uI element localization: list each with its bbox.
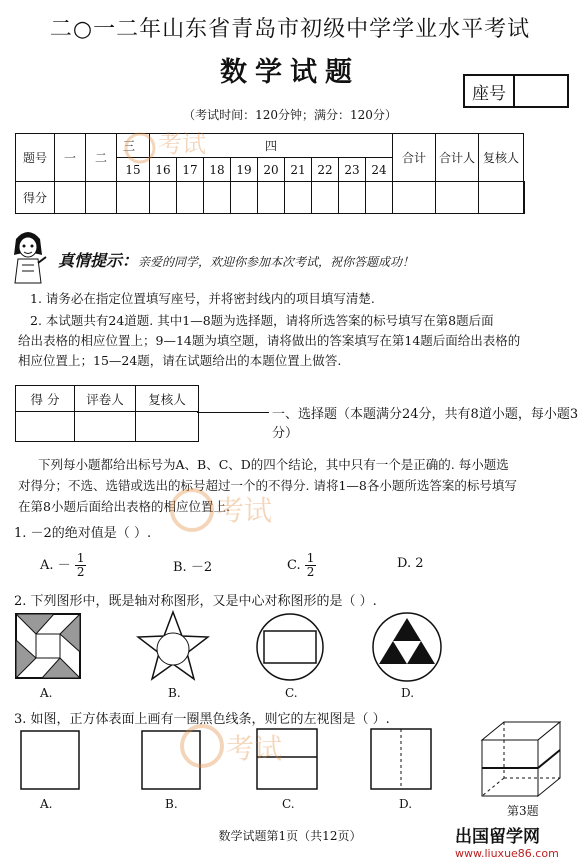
q2-label-d[interactable]: D. (401, 686, 415, 700)
fraction: $\frac{1}{2}$ (306, 551, 315, 579)
table-cell-number: 20 (258, 158, 285, 182)
circle-square-figure (254, 612, 326, 682)
instruction-2: 2. 本试题共有24道题. 其中1—8题为选择题，请将所选答案的标号填写在第8题后面 (30, 313, 494, 328)
tip-text: 亲爱的同学，欢迎你参加本次考试，祝你答题成功！ (138, 255, 415, 269)
subject-title: 数学试题 (220, 57, 360, 88)
score-cell[interactable] (393, 182, 436, 214)
exam-info: （考试时间：120分钟；满分：120分） (183, 108, 397, 122)
q2-label-b[interactable]: B. (168, 686, 181, 700)
grade-cell[interactable] (16, 412, 75, 442)
section1-intro: 在第8小题后面给出表格的相应位置上. (18, 499, 230, 514)
score-cell[interactable] (524, 182, 525, 214)
grade-cell[interactable] (136, 412, 199, 442)
svg-text:考试: 考试 (158, 130, 206, 158)
table-header-part3: 三 (117, 134, 150, 158)
q2-label-a[interactable]: A. (40, 686, 53, 700)
score-cell[interactable] (86, 182, 117, 214)
table-cell-number: 22 (312, 158, 339, 182)
score-cell[interactable] (479, 182, 524, 214)
grade-table (15, 385, 199, 442)
table-cell-number: 23 (339, 158, 366, 182)
watermark-url[interactable]: www.liuxue86.com (455, 847, 559, 860)
score-table (15, 133, 525, 214)
table-header-part2: 二 (86, 134, 117, 182)
exam-title: 二○一二年山东省青岛市初级中学学业水平考试 (49, 17, 531, 42)
exam-stamp-logo (162, 470, 332, 590)
table-cell-number: 24 (366, 158, 393, 182)
svg-text:考试: 考试 (226, 732, 283, 765)
table-cell-number: 15 (117, 158, 150, 182)
score-cell[interactable] (55, 182, 86, 214)
instruction-1: 1. 请务必在指定位置填写座号，并将密封线内的项目填写清楚. (30, 291, 375, 306)
question-1-stem: 1. －2的绝对值是（ ）. (14, 526, 152, 541)
option-label: A. (40, 558, 54, 573)
exam-stamp-logo (172, 700, 332, 820)
tip-label: 真情提示： (58, 251, 139, 270)
seat-number-field[interactable] (515, 76, 567, 106)
table-header-question: 题号 (16, 134, 55, 182)
score-cell[interactable] (258, 182, 285, 214)
triforce-circle-figure (370, 610, 444, 684)
grade-header-score: 得 分 (16, 386, 75, 412)
table-header-total: 合计 (393, 134, 436, 182)
score-cell[interactable] (285, 182, 312, 214)
q1-option-a[interactable] (40, 552, 86, 579)
cartoon-girl-icon (8, 225, 48, 285)
instruction-2-cont: 给出表格的相应位置上；9—14题为填空题，请将做出的答案填写在第14题后面给出表格的 (18, 333, 521, 348)
section1-title: 一、选择题（本题满分24分，共有8道小题，每小题3分） (272, 407, 579, 441)
q3-label-a[interactable]: A. (40, 797, 53, 811)
q3-figure-caption: 第3题 (507, 804, 539, 818)
pinwheel-square-figure (14, 612, 82, 680)
score-cell[interactable] (312, 182, 339, 214)
grade-header-reviewer: 复核人 (136, 386, 199, 412)
q1-option-b[interactable]: B. －2 (173, 560, 213, 575)
q3-label-b[interactable]: B. (165, 797, 178, 811)
table-header-reviewer: 复核人 (479, 134, 524, 182)
cube-figure (478, 718, 564, 802)
divider (197, 412, 269, 413)
page-footer: 数学试题第1页（共12页） (218, 829, 362, 843)
q3-label-c[interactable]: C. (282, 797, 295, 811)
option-label: C. (287, 558, 301, 573)
watermark-brand: 出国留学网 (455, 827, 540, 847)
option-a-square-figure (20, 730, 80, 790)
table-cell-number: 19 (231, 158, 258, 182)
table-row-label-score: 得分 (16, 182, 55, 214)
tip-line (58, 248, 414, 271)
question-2-stem: 2. 下列图形中，既是轴对称图形，又是中心对称图形的是（ ）. (14, 594, 377, 609)
exam-stamp-logo (118, 112, 238, 192)
star-circle-figure (136, 610, 210, 682)
option-sign: － (57, 558, 71, 573)
score-cell[interactable] (339, 182, 366, 214)
grade-header-grader: 评卷人 (75, 386, 136, 412)
section1-intro: 下列每小题都给出标号为A、B、C、D的四个结论，其中只有一个是正确的. 每小题选 (38, 457, 509, 472)
seat-label: 座号 (465, 76, 515, 106)
score-cell[interactable] (366, 182, 393, 214)
table-cell-number: 17 (177, 158, 204, 182)
fraction: $\frac{1}{2}$ (76, 551, 85, 579)
seat-number-box (463, 74, 569, 108)
q2-label-c[interactable]: C. (285, 686, 298, 700)
q3-label-d[interactable]: D. (399, 797, 413, 811)
svg-text:考试: 考试 (216, 494, 273, 527)
site-watermark (455, 822, 575, 858)
question-3-stem: 3. 如图，正方体表面上画有一圈黑色线条，则它的左视图是（ ）. (14, 712, 390, 727)
q1-option-d[interactable]: D. 2 (397, 556, 424, 571)
instruction-2-cont: 相应位置上；15—24题，请在试题给出的本题位置上做答. (18, 353, 342, 368)
table-cell-number: 21 (285, 158, 312, 182)
table-cell-number: 18 (204, 158, 231, 182)
section1-intro: 对得分；不选、选错或选出的标号超过一个的不得分. 请将1—8各小题所选答案的标号填写 (18, 478, 517, 493)
score-cell[interactable] (436, 182, 479, 214)
table-header-part4: 四 (150, 134, 393, 158)
table-cell-number: 16 (150, 158, 177, 182)
option-d-square-figure (370, 728, 432, 790)
grade-cell[interactable] (75, 412, 136, 442)
table-header-summer: 合计人 (436, 134, 479, 182)
table-header-part1: 一 (55, 134, 86, 182)
